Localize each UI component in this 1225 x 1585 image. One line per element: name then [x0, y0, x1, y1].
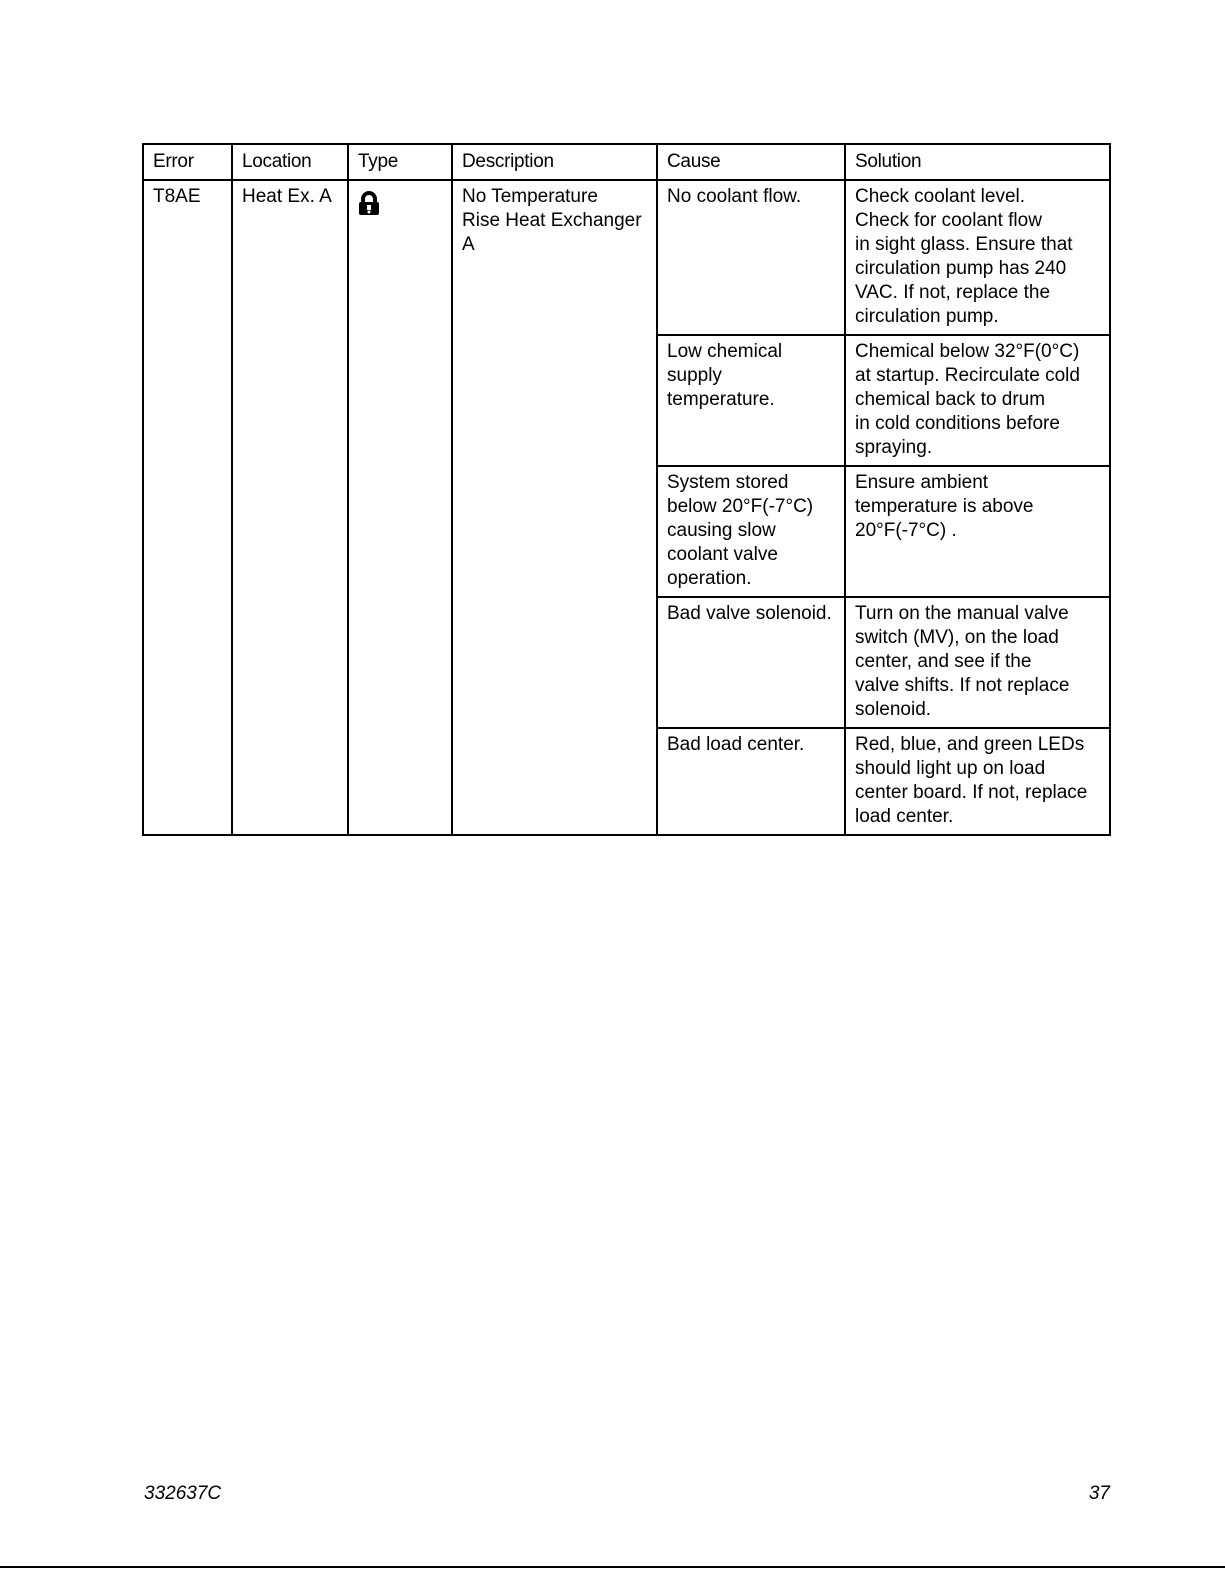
troubleshooting-table: [142, 143, 1111, 836]
solution-cell: [845, 180, 1110, 335]
cause-cell: [657, 335, 845, 466]
solution-cell: [845, 466, 1110, 597]
error-code-cell: [143, 180, 232, 835]
cause-text: No coolant flow.: [667, 186, 802, 207]
location: Heat Ex. A: [242, 186, 332, 207]
header-solution: Solution: [845, 144, 1110, 180]
cause-text: System stored below 20°F(-7°C) causing slow coolant valve operation.: [667, 472, 814, 589]
solution-text: Turn on the manual valve switch (MV), on the load center, and see if the valve shifts. If not replace solenoid.: [855, 603, 1070, 720]
header-location: Location: [232, 144, 348, 180]
location-cell: [232, 180, 348, 835]
cause-text: Bad load center.: [667, 734, 805, 755]
description: No Temperature Rise Heat Exchanger A: [462, 186, 642, 255]
header-type: Type: [348, 144, 452, 180]
cause-text: Bad valve solenoid.: [667, 603, 832, 624]
cause-cell: [657, 597, 845, 728]
cause-cell: [657, 466, 845, 597]
cause-cell: [657, 180, 845, 335]
solution-text: Check coolant level. Check for coolant flow in sight glass. Ensure that circulation pump has 240 VAC. If not, replace the circulation pump.: [855, 186, 1073, 327]
document-number: 332637C: [144, 1483, 222, 1504]
solution-cell: [845, 728, 1110, 835]
error-code: T8AE: [153, 186, 201, 207]
header-error: Error: [143, 144, 232, 180]
solution-text: Chemical below 32°F(0°C) at startup. Recirculate cold chemical back to drum in cold conditions before spraying.: [855, 341, 1080, 458]
cause-cell: [657, 728, 845, 835]
page-bottom-rule: [0, 1566, 1225, 1568]
solution-cell: [845, 335, 1110, 466]
solution-text: Red, blue, and green LEDs should light up on load center board. If not, replace load center.: [855, 734, 1088, 827]
header-description: Description: [452, 144, 657, 180]
type-cell: [348, 180, 452, 835]
description-cell: [452, 180, 657, 835]
solution-cell: [845, 597, 1110, 728]
cause-text: Low chemical supply temperature.: [667, 341, 783, 410]
solution-text: Ensure ambient temperature is above 20°F(-7°C) .: [855, 472, 1034, 541]
table-header-row: [143, 144, 1110, 180]
alarm-lock-icon: [358, 191, 384, 217]
table-row: [143, 180, 1110, 335]
header-cause: Cause: [657, 144, 845, 180]
page-number: 37: [1088, 1483, 1110, 1504]
